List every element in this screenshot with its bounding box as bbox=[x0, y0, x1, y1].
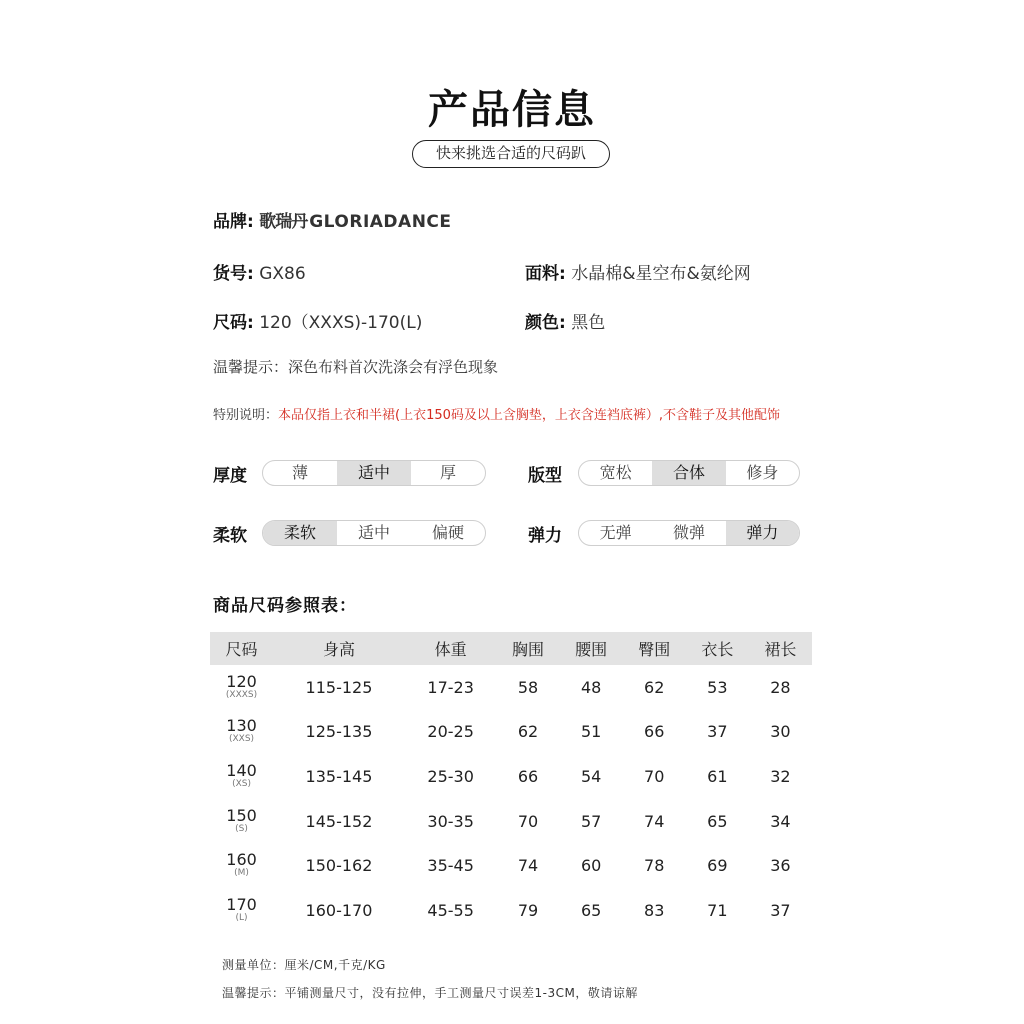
table-cell: 135-145 bbox=[305, 766, 373, 786]
size-cell bbox=[210, 799, 273, 844]
table-cell: 54 bbox=[580, 766, 602, 786]
thickness-option: 厚 bbox=[439, 463, 456, 482]
size-range-value: 120（XXXS)-170(L) bbox=[259, 313, 423, 333]
softness-selector bbox=[262, 520, 486, 546]
size-cell bbox=[210, 843, 273, 888]
table-cell: 32 bbox=[770, 766, 791, 786]
brand-label: 品牌: bbox=[213, 212, 254, 232]
table-cell: 74 bbox=[517, 856, 539, 876]
table-cell: 71 bbox=[707, 900, 728, 920]
header-cell: 体重 bbox=[405, 632, 497, 665]
table-cell: 36 bbox=[770, 856, 791, 876]
softness-option: 偏硬 bbox=[431, 523, 464, 542]
fit-selector bbox=[578, 460, 800, 486]
thickness-selector bbox=[262, 460, 486, 486]
table-cell: 160-170 bbox=[305, 900, 373, 920]
thickness-label: 厚度 bbox=[213, 466, 247, 486]
table-cell: 25-30 bbox=[427, 766, 474, 786]
header-cell: 胸围 bbox=[497, 632, 560, 665]
table-cell: 74 bbox=[644, 811, 665, 831]
table-cell: 61 bbox=[707, 766, 728, 786]
special-note-label: 特别说明： bbox=[213, 408, 279, 423]
fit-option-selected: 合体 bbox=[652, 461, 725, 485]
thickness-option: 薄 bbox=[291, 463, 308, 482]
subtitle-pill: 快来挑选合适的尺码趴 bbox=[412, 140, 610, 168]
table-cell: 66 bbox=[517, 766, 539, 786]
softness-option-selected: 柔软 bbox=[263, 521, 337, 545]
size-range-label: 尺码: bbox=[213, 313, 254, 333]
size-number: 170 bbox=[226, 894, 257, 914]
fit-label: 版型 bbox=[528, 466, 562, 486]
header-cell: 衣长 bbox=[686, 632, 749, 665]
table-cell: 60 bbox=[580, 856, 602, 876]
elasticity-option-selected: 弹力 bbox=[726, 521, 799, 545]
header-cell: 腰围 bbox=[560, 632, 623, 665]
table-cell: 57 bbox=[580, 811, 602, 831]
header-cell: 身高 bbox=[273, 632, 405, 665]
table-cell: 58 bbox=[517, 677, 539, 697]
fabric-value: 水晶棉&星空布&氨纶网 bbox=[571, 264, 751, 284]
header-cell: 臀围 bbox=[623, 632, 686, 665]
header-cell: 裙长 bbox=[749, 632, 812, 665]
table-cell: 79 bbox=[517, 900, 539, 920]
size-table bbox=[210, 632, 812, 933]
table-cell: 28 bbox=[770, 677, 791, 697]
elasticity-selector bbox=[578, 520, 800, 546]
fabric-label: 面料: bbox=[525, 264, 566, 284]
table-cell: 30-35 bbox=[427, 811, 474, 831]
table-cell: 30 bbox=[770, 722, 791, 742]
table-cell: 78 bbox=[644, 856, 665, 876]
sku-row bbox=[213, 259, 306, 284]
table-row bbox=[210, 888, 812, 933]
sku-value: GX86 bbox=[259, 264, 306, 284]
color-label: 颜色: bbox=[525, 313, 566, 333]
table-cell: 45-55 bbox=[427, 900, 474, 920]
fabric-row bbox=[525, 259, 751, 284]
table-cell: 62 bbox=[644, 677, 665, 697]
size-letter: (XXXS) bbox=[225, 689, 258, 700]
fit-option: 宽松 bbox=[599, 463, 632, 482]
table-cell: 51 bbox=[580, 722, 602, 742]
table-cell: 70 bbox=[644, 766, 665, 786]
special-note-text: 本品仅指上衣和半裙(上衣150码及以上含胸垫，上衣含连裆底裤）,不含鞋子及其他配饰 bbox=[278, 408, 781, 423]
size-table-title: 商品尺码参照表： bbox=[213, 596, 357, 616]
size-letter: (XS) bbox=[232, 778, 251, 789]
table-cell: 145-152 bbox=[305, 811, 373, 831]
wash-tip: 温馨提示：深色布料首次洗涤会有浮色现象 bbox=[213, 358, 499, 376]
table-cell: 115-125 bbox=[305, 677, 373, 697]
elasticity-option: 微弹 bbox=[672, 523, 705, 542]
table-cell: 37 bbox=[770, 900, 791, 920]
table-cell: 66 bbox=[644, 722, 665, 742]
size-number: 120 bbox=[226, 671, 257, 691]
measure-tip: 温馨提示：平铺测量尺寸，没有拉伸，手工测量尺寸误差1-3CM，敬请谅解 bbox=[222, 986, 638, 1000]
size-letter: (L) bbox=[235, 912, 248, 923]
softness-option: 适中 bbox=[357, 523, 390, 542]
fit-option: 修身 bbox=[746, 463, 779, 482]
table-cell: 37 bbox=[707, 722, 728, 742]
table-cell: 34 bbox=[770, 811, 791, 831]
color-value: 黑色 bbox=[571, 313, 606, 333]
table-cell: 20-25 bbox=[427, 722, 474, 742]
table-cell: 70 bbox=[517, 811, 539, 831]
softness-label: 柔软 bbox=[213, 526, 247, 546]
table-row bbox=[210, 710, 812, 755]
table-row bbox=[210, 799, 812, 844]
table-cell: 69 bbox=[707, 856, 728, 876]
page-title: 产品信息 bbox=[428, 87, 596, 133]
table-cell: 35-45 bbox=[427, 856, 474, 876]
table-cell: 65 bbox=[580, 900, 602, 920]
table-cell: 17-23 bbox=[427, 677, 474, 697]
sku-label: 货号: bbox=[213, 264, 254, 284]
elasticity-option: 无弹 bbox=[599, 523, 632, 542]
brand-logo-en: GLORIADANCE bbox=[309, 212, 452, 232]
table-cell: 65 bbox=[707, 811, 728, 831]
size-number: 140 bbox=[226, 760, 257, 780]
size-letter: (M) bbox=[234, 868, 249, 879]
table-row bbox=[210, 665, 812, 710]
table-cell: 53 bbox=[707, 677, 728, 697]
size-range-row bbox=[213, 308, 422, 333]
table-cell: 150-162 bbox=[305, 856, 373, 876]
size-cell bbox=[210, 710, 273, 755]
header-cell: 尺码 bbox=[210, 632, 273, 665]
table-cell: 48 bbox=[580, 677, 602, 697]
size-cell bbox=[210, 754, 273, 799]
size-number: 150 bbox=[226, 805, 257, 825]
size-letter: (XXS) bbox=[229, 734, 255, 745]
brand-row bbox=[213, 207, 452, 232]
table-cell: 83 bbox=[644, 900, 665, 920]
table-row bbox=[210, 843, 812, 888]
size-table-header bbox=[210, 632, 812, 665]
size-number: 130 bbox=[226, 716, 257, 736]
color-row bbox=[525, 308, 605, 333]
table-row bbox=[210, 754, 812, 799]
brand-logo-cn: 歌瑞丹 bbox=[259, 212, 308, 232]
measure-unit: 测量单位：厘米/CM,千克/KG bbox=[222, 958, 386, 972]
size-letter: (S) bbox=[235, 823, 248, 834]
special-note bbox=[213, 404, 780, 423]
size-cell bbox=[210, 888, 273, 933]
elasticity-label: 弹力 bbox=[528, 526, 562, 546]
size-number: 160 bbox=[226, 850, 257, 870]
table-cell: 125-135 bbox=[305, 722, 373, 742]
size-cell bbox=[210, 665, 273, 710]
thickness-option-selected: 适中 bbox=[337, 461, 411, 485]
table-cell: 62 bbox=[517, 722, 539, 742]
